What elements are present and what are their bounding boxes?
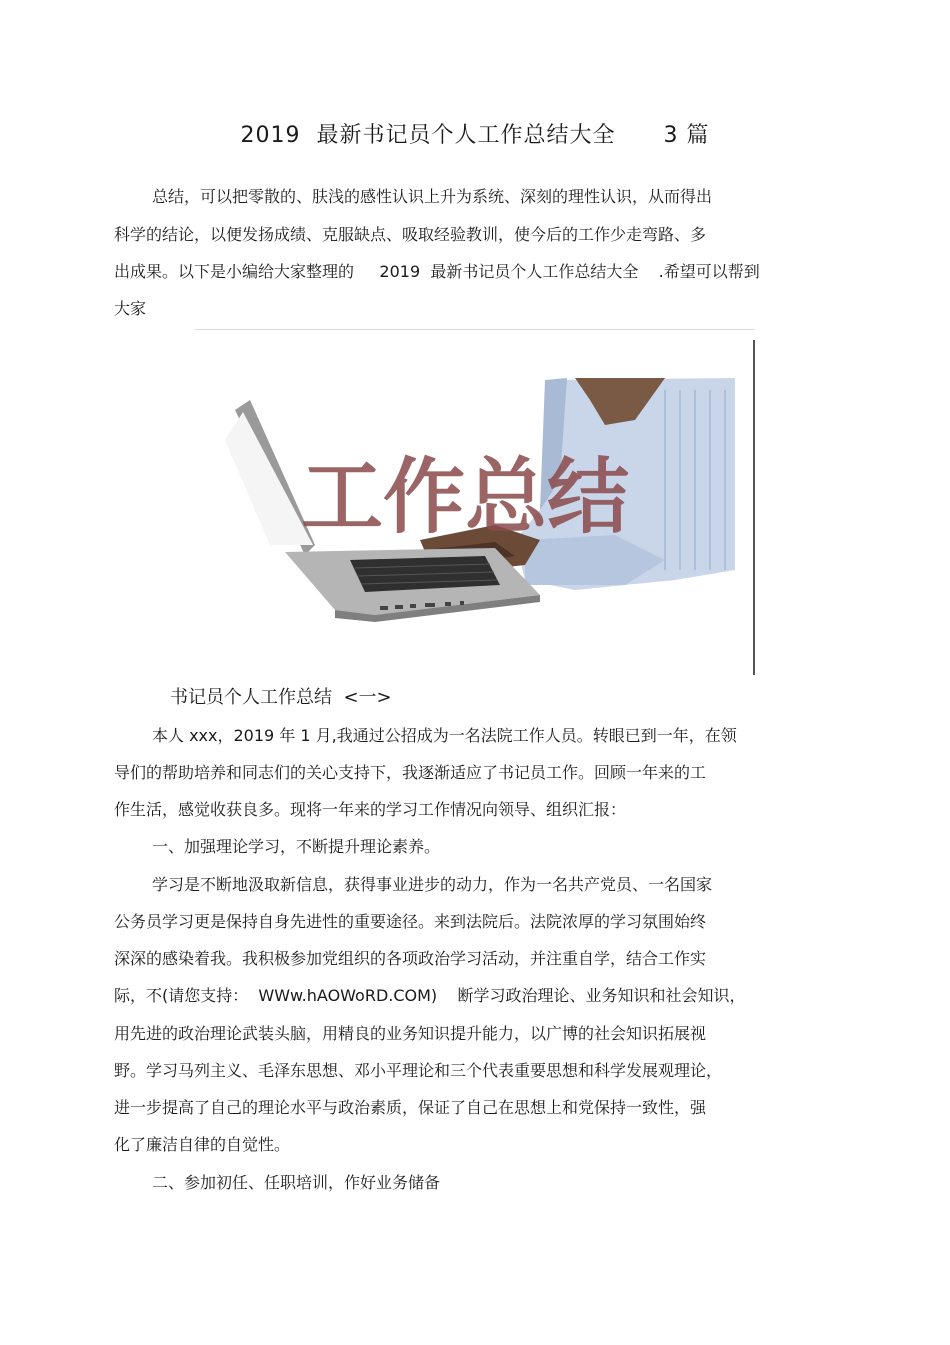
body-line: 导们的帮助培养和同志们的关心支持下，我逐渐适应了书记员工作。回顾一年来的工 (114, 763, 707, 782)
section-title: 书记员个人工作总结 <一> (170, 687, 392, 708)
body-line: 用先进的政治理论武装头脑，用精良的业务知识提升能力，以广博的社会知识拓展视 (114, 1024, 707, 1043)
body-line: 野。学习马列主义、毛泽东思想、邓小平理论和三个代表重要思想和科学发展观理论， (114, 1061, 723, 1080)
body-line: 进一步提高了自己的理论水平与政治素质，保证了自己在思想上和党保持一致性，强 (114, 1098, 707, 1117)
body-heading: 一、加强理论学习，不断提升理论素养。 (152, 837, 441, 856)
body-line: 作生活，感觉收获良多。现将一年来的学习工作情况向领导、组织汇报： (114, 800, 627, 819)
body-line: 学习是不断地汲取新信息，获得事业进步的动力，作为一名共产党员、一名国家 (152, 875, 713, 894)
intro-line: 出成果。以下是小编给大家整理的 2019 最新书记员个人工作总结大全 .希望可以帮到 (114, 262, 760, 281)
body-line: 本人 xxx，2019 年 1 月,我通过公招成为一名法院工作人员。转眼已到一年，在领 (152, 726, 737, 745)
intro-line: 科学的结论，以便发扬成绩、克服缺点、吸取经验教训，使今后的工作少走弯路、多 (114, 225, 707, 244)
document-title: 2019 最新书记员个人工作总结大全 3 篇 (240, 123, 710, 148)
intro-line: 总结，可以把零散的、肤浅的感性认识上升为系统、深刻的理性认识，从而得出 (152, 187, 713, 206)
body-line: 公务员学习更是保持自身先进性的重要途径。来到法院后。法院浓厚的学习氛围始终 (114, 912, 707, 931)
intro-line: 大家 (114, 299, 147, 318)
body-line: 际，不(请您支持： WWw.hAOWoRD.COM) 断学习政治理论、业务知识和社会知识， (114, 986, 746, 1005)
work-summary-illustration (195, 330, 757, 676)
body-line: 深深的感染着我。我积极参加党组织的各项政治学习活动，并注重自学，结合工作实 (114, 949, 707, 968)
body-heading: 二、参加初任、任职培训，作好业务储备 (152, 1173, 441, 1192)
body-line: 化了廉洁自律的自觉性。 (114, 1135, 291, 1154)
figure-caption-text: 工作总结 (300, 450, 630, 545)
